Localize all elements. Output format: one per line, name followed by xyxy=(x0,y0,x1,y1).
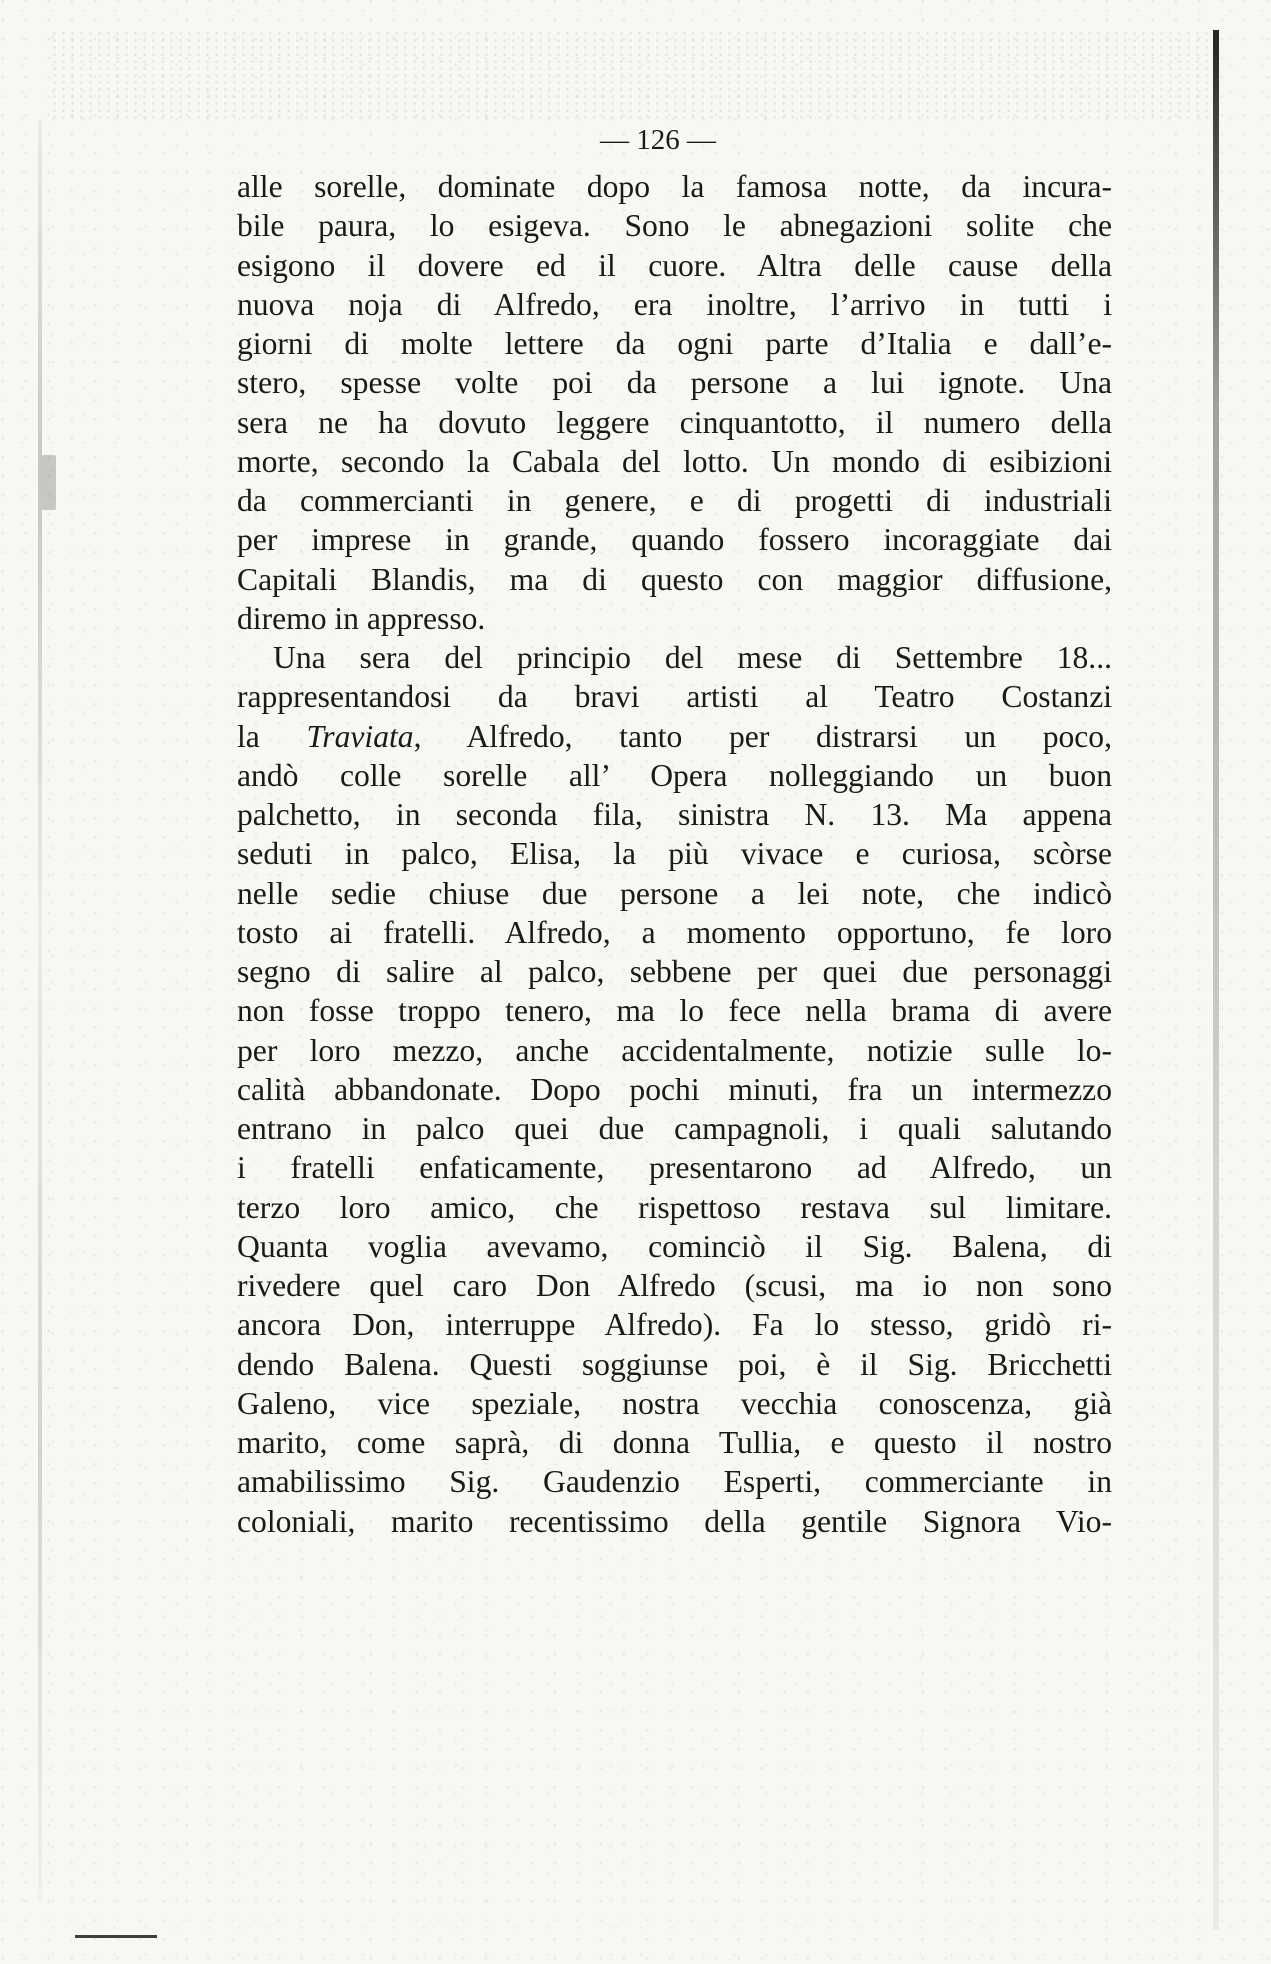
text-line: Quanta voglia avevamo, cominciò il Sig. Balena, di xyxy=(237,1228,1112,1264)
text-line: alle sorelle, dominate dopo la famosa notte, da incura- xyxy=(237,169,1112,204)
text-line: stero, spesse volte poi da persone a lui ignote. Una xyxy=(237,365,1112,401)
text-line: bile paura, lo esigeva. Sono le abnegazioni solite che xyxy=(237,208,1112,244)
text-line: coloniali, marito recentissimo della gentile Signora Vio- xyxy=(237,1503,1112,1539)
opera-title: Traviata xyxy=(306,718,414,754)
text-line: giorni di molte lettere da ogni parte d’Italia e dall’e- xyxy=(237,326,1112,361)
text-line: ancora Don, interruppe Alfredo). Fa lo stesso, gridò ri- xyxy=(237,1307,1112,1343)
text-line: segno di salire al palco, sebbene per quei due personaggi xyxy=(237,954,1112,989)
text-line: nuova noja di Alfredo, era inoltre, l’arrivo in tutti i xyxy=(237,286,1112,322)
text-line: calità abbandonate. Dopo pochi minuti, fra un intermezzo xyxy=(237,1071,1112,1107)
bottom-rule xyxy=(75,1935,157,1938)
text-line: rappresentandosi da bravi artisti al Teatro Costanzi xyxy=(237,679,1112,715)
text-line: palchetto, in seconda fila, sinistra N. 13. Ma appena xyxy=(237,797,1112,832)
text-line: tosto ai fratelli. Alfredo, a momento opportuno, fe loro xyxy=(237,914,1112,950)
page-number: — 126 — xyxy=(600,124,716,156)
text-line: seduti in palco, Elisa, la più vivace e curiosa, scòrse xyxy=(237,836,1112,872)
text-line: per loro mezzo, anche accidentalmente, notizie sulle lo- xyxy=(237,1032,1112,1068)
text-line: nelle sedie chiuse due persone a lei note, che indicò xyxy=(237,875,1112,911)
text-line: diremo in appresso. xyxy=(237,600,486,636)
text-line: esigono il dovere ed il cuore. Altra delle cause della xyxy=(237,247,1112,283)
text-line: non fosse troppo tenero, ma lo fece nella brama di avere xyxy=(237,993,1112,1029)
page-left-edge-shadow xyxy=(38,120,42,1900)
text-line: Capitali Blandis, ma di questo con maggior diffusione, xyxy=(237,561,1112,597)
text-line: da commercianti in genere, e di progetti di industriali xyxy=(237,483,1112,518)
text-fragment: la xyxy=(237,718,307,754)
text-line: Una sera del principio del mese di Settembre 18... xyxy=(273,640,1112,675)
page-right-edge-shadow xyxy=(1213,30,1219,1930)
body-text xyxy=(237,167,1112,1541)
scan-noise xyxy=(50,30,1210,120)
text-line: amabilissimo Sig. Gaudenzio Esperti, commerciante in xyxy=(237,1464,1112,1500)
text-line: marito, come saprà, di donna Tullia, e questo il nostro xyxy=(237,1425,1112,1460)
text-line: sera ne ha dovuto leggere cinquantotto, il numero della xyxy=(237,404,1112,440)
text-line: morte, secondo la Cabala del lotto. Un mondo di esibizioni xyxy=(237,443,1112,479)
text-line: dendo Balena. Questi soggiunse poi, è il Sig. Bricchetti xyxy=(237,1346,1112,1382)
text-line: rivedere quel caro Don Alfredo (scusi, ma io non sono xyxy=(237,1268,1112,1303)
text-line: entrano in palco quei due campagnoli, i quali salutando xyxy=(237,1111,1112,1146)
text-line: Galeno, vice speziale, nostra vecchia conoscenza, già xyxy=(237,1385,1112,1421)
text-line: i fratelli enfaticamente, presentarono ad Alfredo, un xyxy=(237,1150,1112,1186)
text-line-with-title xyxy=(237,717,1112,756)
text-line: andò colle sorelle all’ Opera nolleggiando un buon xyxy=(237,757,1112,793)
text-line: terzo loro amico, che rispettoso restava sul limitare. xyxy=(237,1189,1112,1225)
text-line: per imprese in grande, quando fossero incoraggiate dai xyxy=(237,522,1112,558)
text-fragment: , Alfredo, tanto per distrarsi un poco, xyxy=(413,718,1113,754)
scan-blemish xyxy=(42,455,56,510)
